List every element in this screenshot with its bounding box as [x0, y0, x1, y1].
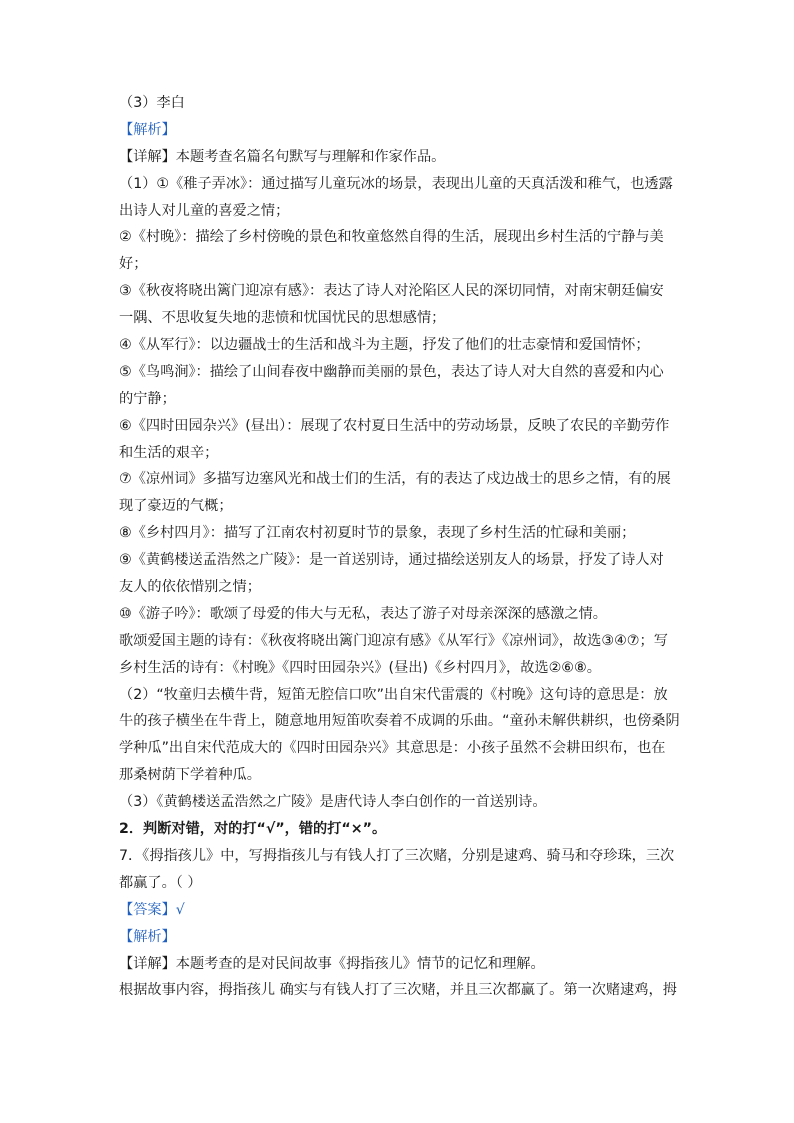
text-line: ③《秋夜将晓出篱门迎凉有感》：表达了诗人对沦陷区人民的深切同情，对南宋朝廷偏安	[119, 283, 664, 300]
answer-tag: 【答案】√	[119, 901, 185, 918]
text-line: ⑥《四时田园杂兴》(昼出）：展现了农村夏日生活中的劳动场景，反映了农民的辛勤劳作	[119, 417, 670, 434]
text-line: 现了豪迈的气概；	[119, 498, 233, 515]
text-line: ⑧《乡村四月》：描写了江南农村初夏时节的景象，表现了乡村生活的忙碌和美丽；	[119, 525, 636, 542]
text-line: ④《从军行》：以边疆战士的生活和战斗为主题，抒发了他们的壮志豪情和爱国情怀；	[119, 337, 650, 354]
text-line: （1）①《稚子弄冰》：通过描写儿童玩冰的场景，表现出儿童的天真活泼和稚气，也透露	[119, 175, 673, 192]
text-line: 的宁静；	[119, 390, 176, 407]
text-line: 歌颂爱国主题的诗有：《秋夜将晓出篱门迎凉有感》《从军行》《凉州词》，故选③④⑦；写	[119, 632, 668, 649]
text-line: 一隅、不思收复失地的悲愤和忧国忧民的思想感情；	[119, 310, 446, 327]
text-line: 那桑树荫下学着种瓜。	[119, 767, 261, 784]
text-line: ②《村晚》：描绘了乡村傍晚的景色和牧童悠然自得的生活，展现出乡村生活的宁静与美	[119, 229, 664, 246]
text-line: 牛的孩子横坐在牛背上，随意地用短笛吹奏着不成调的乐曲。“童孙未解供耕织，也傍桑阴	[119, 713, 680, 730]
text-line: （3）李白	[119, 95, 185, 111]
text-line: 【详解】本题考查的是对民间故事《拇指孩儿》情节的记忆和理解。	[119, 955, 545, 972]
text-line: ⑤《鸟鸣涧》：描绘了山间春夜中幽静而美丽的景色，表达了诗人对大自然的喜爱和内心	[119, 363, 664, 380]
analysis-tag: 【解析】	[119, 928, 176, 945]
text-line: ⑩《游子吟》：歌颂了母爱的伟大与无私，表达了游子对母亲深深的感激之情。	[119, 605, 607, 622]
text-line: （3）《黄鹤楼送孟浩然之广陵》是唐代诗人李白创作的一首送别诗。	[119, 794, 547, 811]
question-text: 都赢了。（ ）	[119, 874, 202, 891]
text-line: 【详解】本题考查名篇名句默写与理解和作家作品。	[119, 148, 446, 165]
question-text: 7．《拇指孩儿》中，写拇指孩儿与有钱人打了三次赌，分别是逮鸡、骑马和夺珍珠，三次	[119, 847, 675, 864]
section-heading: 2．判断对错，对的打“√”，错的打“×”。	[119, 821, 387, 838]
text-line: 友人的依依惜别之情；	[119, 579, 261, 596]
text-line: 根据故事内容，拇指孩儿 确实与有钱人打了三次赌，并且三次都赢了。第一次赌逮鸡，拇	[119, 982, 677, 999]
text-line: 学种瓜”出自宋代范成大的《四时田园杂兴》其意思是：小孩子虽然不会耕田织布，也在	[119, 740, 666, 757]
text-line: 出诗人对儿童的喜爱之情；	[119, 202, 290, 219]
text-line: 和生活的艰辛；	[119, 444, 219, 461]
document-page	[119, 90, 679, 1004]
text-line: ⑦《凉州词》多描写边塞风光和战士们的生活，有的表达了戍边战士的思乡之情，有的展	[119, 471, 671, 488]
text-line: ⑨《黄鹤楼送孟浩然之广陵》：是一首送别诗，通过描绘送别友人的场景，抒发了诗人对	[119, 552, 664, 569]
text-line: 乡村生活的诗有：《村晚》《四时田园杂兴》(昼出)《乡村四月》，故选②⑥⑧。	[119, 659, 601, 676]
text-line: 好；	[119, 256, 148, 273]
analysis-tag: 【解析】	[119, 121, 176, 138]
text-line: （2）“牧童归去横牛背，短笛无腔信口吹”出自宋代雷震的《村晚》这句诗的意思是：放	[119, 686, 668, 703]
